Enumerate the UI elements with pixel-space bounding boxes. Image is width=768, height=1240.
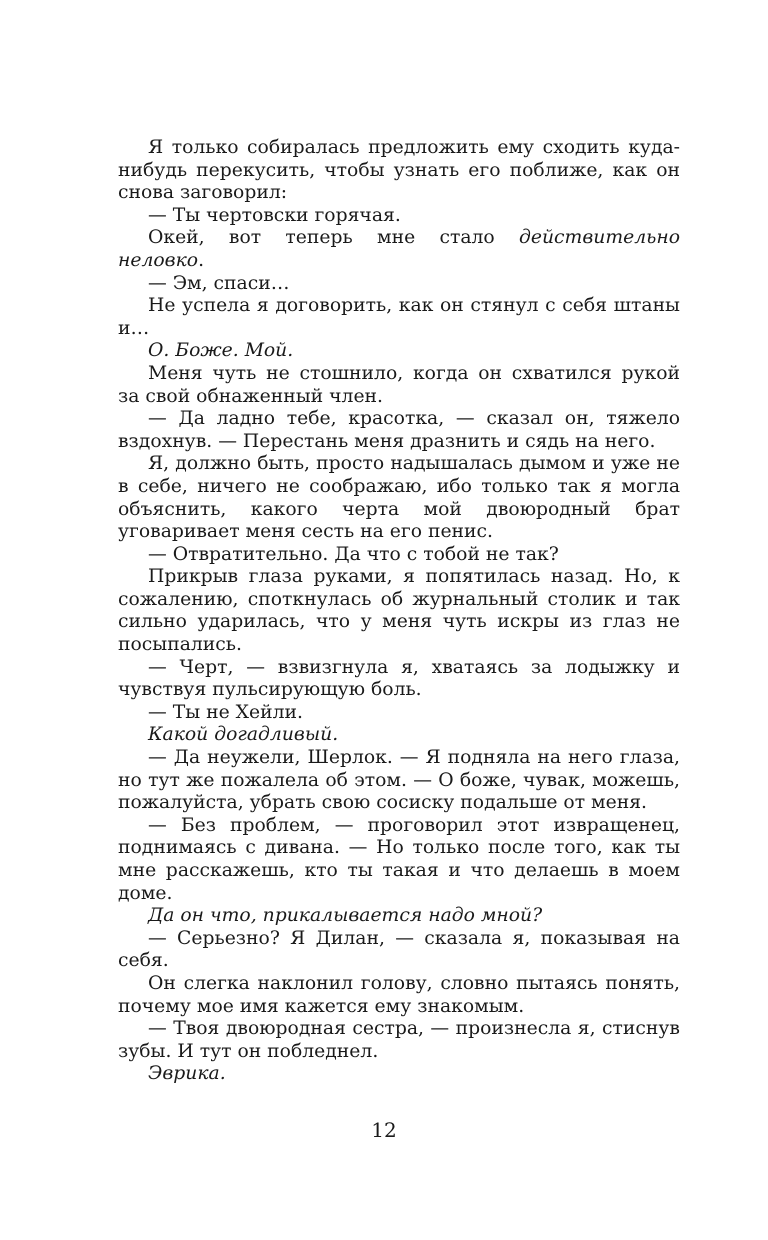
paragraph-20: — Твоя двоюродная сестра, — произнесла я, стиснув зубы. И тут он побледнел. xyxy=(118,1018,680,1062)
paragraph-11: Прикрыв глаза руками, я попятилась назад. Но, к сожалению, споткнулась об журнальный столик и так сильно ударилась, что у меня чуть искры из глаз не посыпались. xyxy=(118,566,680,656)
paragraph-10: — Отвратительно. Да что с тобой не так? xyxy=(148,543,559,565)
paragraph-3-start: Окей, вот теперь мне стало xyxy=(148,227,519,249)
paragraph-4: — Эм, спаси… xyxy=(148,272,290,294)
paragraph-3-emphasis: действительно неловко xyxy=(118,227,680,271)
paragraph-3-end: . xyxy=(198,249,205,271)
paragraph-16: — Без проблем, — проговорил этот извращенец, поднимаясь с дивана. — Но только после того, как ты мне расскажешь, кто ты такая и что делаешь в моем доме. xyxy=(118,814,680,904)
paragraph-19: Он слегка наклонил голову, словно пытаясь понять, почему мое имя кажется ему знакомым. xyxy=(118,972,680,1017)
paragraph-13: — Ты не Хейли. xyxy=(148,701,303,723)
paragraph-2: — Ты чертовски горячая. xyxy=(148,204,401,226)
paragraph-9: Я, должно быть, просто надышалась дымом и уже не в себе, ничего не соображаю, ибо только так я могла объяснить, какого черта мой двоюродный брат уговаривает меня сесть на его пенис. xyxy=(118,453,680,543)
paragraph-5: Не успела я договорить, как он стянул с себя штаны и… xyxy=(118,295,680,339)
paragraph-14: Какой догадливый. xyxy=(148,724,339,746)
page-body-text xyxy=(118,137,680,1086)
page-number: 12 xyxy=(371,1118,397,1142)
paragraph-17: Да он что, прикалывается надо мной? xyxy=(148,905,543,927)
paragraph-8: — Да ладно тебе, красотка, — сказал он, тяжело вздохнув. — Перестань меня дразнить и сядь на него. xyxy=(118,408,680,452)
paragraph-3 xyxy=(118,227,680,272)
paragraph-18: — Серьезно? Я Дилан, — сказала я, показывая на себя. xyxy=(118,927,680,972)
paragraph-12: — Черт, — взвизгнула я, хватаясь за лодыжку и чувствуя пульсирующую боль. xyxy=(118,656,680,701)
paragraph-6: О. Боже. Мой. xyxy=(148,340,294,362)
paragraph-21: Эврика. xyxy=(148,1063,226,1085)
paragraph-7: Меня чуть не стошнило, когда он схватился рукой за свой обнаженный член. xyxy=(118,362,680,407)
paragraph-15: — Да неужели, Шерлок. — Я подняла на него глаза, но тут же пожалела об этом. — О боже, чувак, можешь, пожалуйста, убрать свою сосиску подальше от меня. xyxy=(118,747,680,814)
paragraph-1: Я только собиралась предложить ему сходить куда-нибудь перекусить, чтобы узнать его поближе, как он снова заговорил: xyxy=(118,137,680,204)
